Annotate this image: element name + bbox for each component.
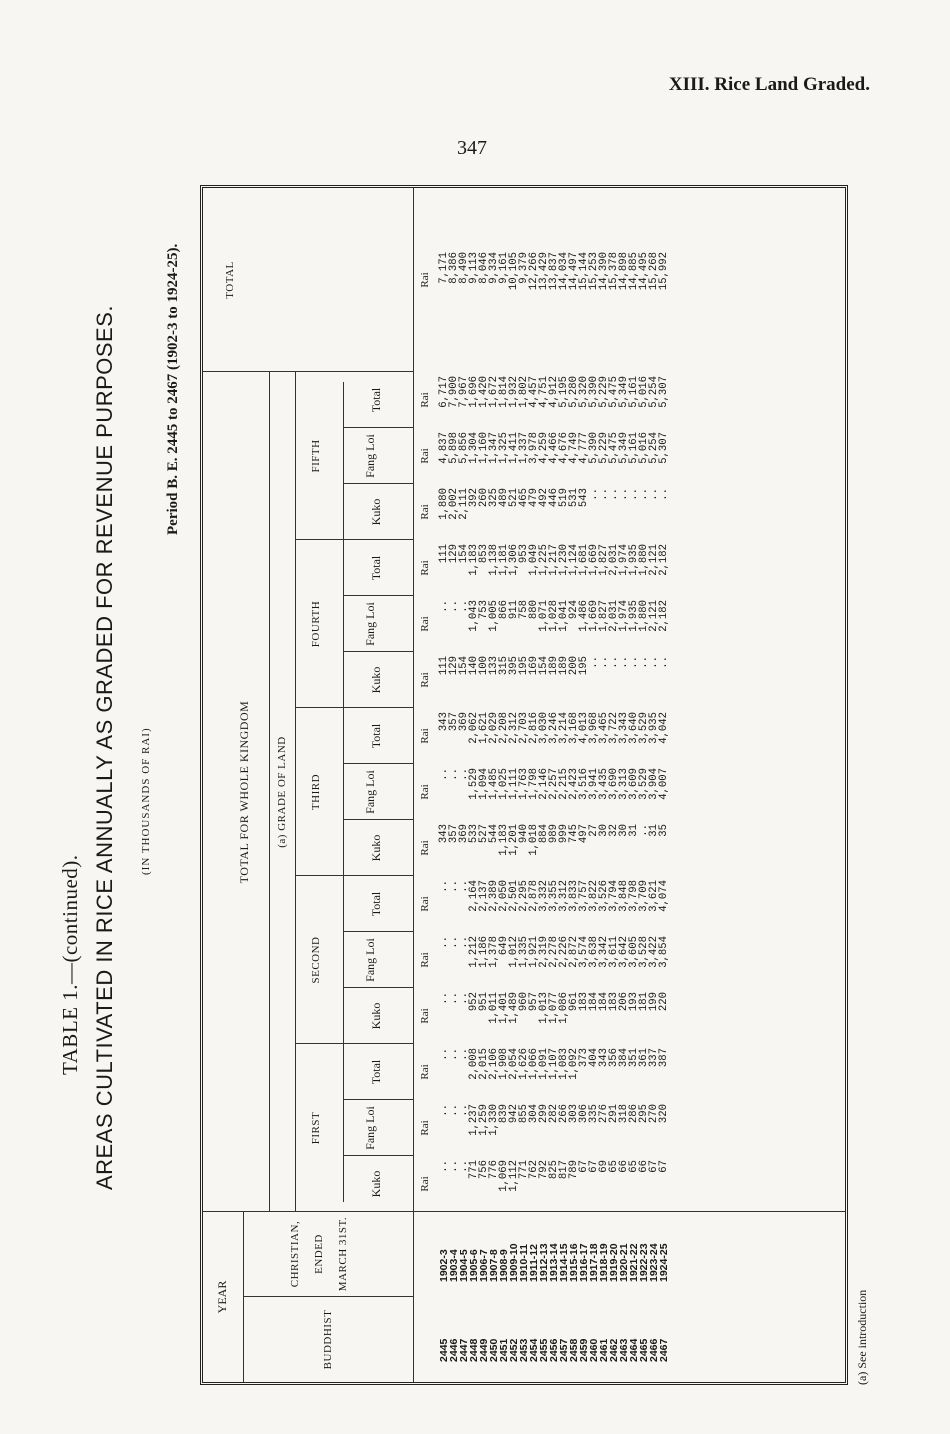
column-fourth_fang_loi: .. .. .. 1,043 753 1,005 866 911 758 880 1,071 1,028 1,041 924 1,486 1,669 1,827 2,031 1,974 1,935 1,880 2,121 2,182 [438,600,670,632]
page-number: 347 [457,137,487,159]
grade-fourth: FOURTH [310,600,322,648]
subheader-second-kuko: Kuko [369,1002,383,1030]
column-first_total: .. .. .. 2,008 2,015 2,106 1,908 2,054 1,626 1,066 1,091 1,107 1,083 1,092 373 404 343 356 384 351 361 337 387 [438,1048,670,1080]
column-second_kuko: .. .. .. 952 951 1,011 1,401 1,489 960 957 1,013 1,077 1,086 961 183 184 184 183 206 193 181 199 220 [438,992,670,1024]
grade-third: THIRD [310,773,322,811]
footnote: (a) See introduction [855,1289,869,1385]
unit-label: Rai [419,1064,431,1080]
year-header: YEAR [215,1280,229,1314]
unit-label: Rai [419,952,431,968]
subheader-fourth-total: Total [369,555,383,581]
header-bottom-rule [413,188,414,1382]
christian-years: 1902-3 1903-4 1904-5 1905-6 1906-7 1907-8 1908-9 1909-10 1910-11 1911-12 1912-13 1913-14 1914-15 1915-16 1916-17 1917-18 1918-19 1919-20 1920-21 1921-22 1922-23 1923-24 1924-25 [438,1243,670,1282]
column-first_kuko: .. .. .. 771 756 776 1,069 1,112 771 762 792 825 817 789 67 67 69 65 66 65 66 67 67 [438,1160,670,1192]
section-title: XIII. Rice Land Graded. [668,74,870,95]
data-table [200,185,848,1385]
unit-label: Rai [419,504,431,520]
column-fifth_fang_loi: 4,837 5,898 5,856 1,304 1,160 1,347 1,325 1,411 1,337 3,978 4,259 4,466 4,676 4,749 4,777 5,390 5,229 5,475 5,349 5,161 5,016 5,254 5,307 [438,432,670,464]
unit-label: Rai [419,616,431,632]
subheader-first-kuko: Kuko [369,1170,383,1198]
group-header: TOTAL FOR WHOLE KINGDOM [237,700,251,884]
year-rule [243,1212,244,1382]
subheader-fifth-fang_loi: Fang Loi [363,434,377,478]
column-third_fang_loi: .. .. .. 1,529 1,094 1,485 1,025 1,111 1,763 1,798 2,146 2,257 2,215 2,423 3,516 3,941 3,435 3,690 3,313 3,609 3,529 3,904 4,007 [438,768,670,800]
buddhist-years: 2445 2446 2447 2448 2449 2450 2451 2452 2453 2454 2455 2456 2457 2458 2459 2460 2461 2462 2463 2464 2465 2466 2467 [438,1338,670,1362]
subheader-fourth-fang_loi: Fang Loi [363,602,377,646]
subheader-third-fang_loi: Fang Loi [363,770,377,814]
column-fifth_total: 6,717 7,900 7,967 1,696 1,420 1,672 1,814 1,932 1,802 4,457 4,751 4,912 5,195 5,280 5,320 5,390 5,229 5,475 5,349 5,161 5,016 5,254 5,307 [438,376,670,408]
column-fifth_kuko: 1,880 2,002 2,111 392 260 325 489 521 465 479 492 446 519 531 543 .. .. .. .. .. .. .. .. [438,488,670,520]
unit-label: Rai [419,1176,431,1192]
unit-label: Rai [419,784,431,800]
sub-rule [343,382,344,1202]
subheader-third-total: Total [369,723,383,749]
unit-label: Rai [419,1008,431,1024]
subheader-second-fang_loi: Fang Loi [363,938,377,982]
column-second_total: .. .. .. 2,164 2,137 2,389 2,050 2,501 2,295 2,878 3,332 3,355 3,312 3,833 3,757 3,822 3,526 3,794 3,848 3,798 3,709 3,621 4,074 [438,880,670,912]
column-second_fang_loi: .. .. .. 1,212 1,186 1,378 649 1,012 1,335 1,921 2,319 2,278 2,226 2,872 3,574 3,638 3,342 3,611 3,642 3,605 3,528 3,422 3,854 [438,936,670,968]
table-caption: TABLE 1.—(continued). [58,854,82,1075]
main-title: AREAS CULTIVATED IN RICE ANNUALLY AS GRADED FOR REVENUE PURPOSES. [92,305,117,1190]
christian-header: CHRISTIAN, ENDED MARCH 31ST. [289,1216,349,1292]
grade-first: FIRST [310,1111,322,1145]
unit-label: Rai [419,272,431,288]
subheader-first-total: Total [369,1059,383,1085]
column-third_kuko: 343 357 369 533 527 544 1,183 1,201 940 1,018 884 989 999 745 497 27 30 32 30 31 .. 31 35 [438,824,670,856]
subheader-third-kuko: Kuko [369,834,383,862]
total-header: TOTAL [224,261,236,299]
column-first_fang_loi: .. .. .. 1,237 1,259 1,330 839 942 855 304 299 282 266 303 306 335 276 291 318 286 295 270 320 [438,1104,670,1136]
column-fourth_total: 111 129 154 1,183 853 1,138 1,181 1,306 953 1,049 1,225 1,217 1,230 1,124 1,681 1,669 1,827 2,031 1,974 1,935 1,880 2,121 2,182 [438,544,670,576]
buddhist-header: BUDDHIST [322,1309,334,1370]
unit-label: Rai [419,448,431,464]
column-third_total: 343 357 369 2,062 1,621 2,029 2,208 2,312 2,703 2,816 3,030 3,246 3,214 3,168 4,013 3,968 3,465 3,722 3,343 3,640 3,529 3,935 4,042 [438,712,670,744]
unit-label: Rai [419,896,431,912]
subheader-fourth-kuko: Kuko [369,666,383,694]
subheader-first-fang_loi: Fang Loi [363,1106,377,1150]
grade-second: SECOND [310,936,322,984]
unit-label: Rai [419,840,431,856]
unit-label: Rai [419,1120,431,1136]
subheader-second-total: Total [369,891,383,917]
column-grand-total: 7,171 8,386 8,490 9,113 8,046 9,334 9,161 10,105 9,379 12,266 13,429 13,837 14,034 14,497 15,144 15,253 14,390 15,378 14,898 14,885 14,495 15,268 15,992 [438,252,670,291]
unit-label: Rai [419,672,431,688]
rotated-table-page [40,155,900,1395]
grade-header: (a) GRADE OF LAND [276,736,288,848]
grade-rule [295,372,296,1212]
subheader-fifth-total: Total [369,387,383,413]
subheader-fifth-kuko: Kuko [369,498,383,526]
unit-label: Rai [419,392,431,408]
grade-fifth: FIFTH [310,439,322,473]
column-fourth_kuko: 111 129 154 140 100 133 315 395 195 169 154 189 189 200 195 .. .. .. .. .. .. .. .. [438,656,670,676]
unit-label: Rai [419,728,431,744]
group-rule [269,372,270,1212]
unit-label: Rai [419,560,431,576]
period-note: Period B. E. 2445 to 2467 (1902-3 to 1924-25). [165,243,181,535]
units-note: (IN THOUSANDS OF RAI) [140,727,152,875]
